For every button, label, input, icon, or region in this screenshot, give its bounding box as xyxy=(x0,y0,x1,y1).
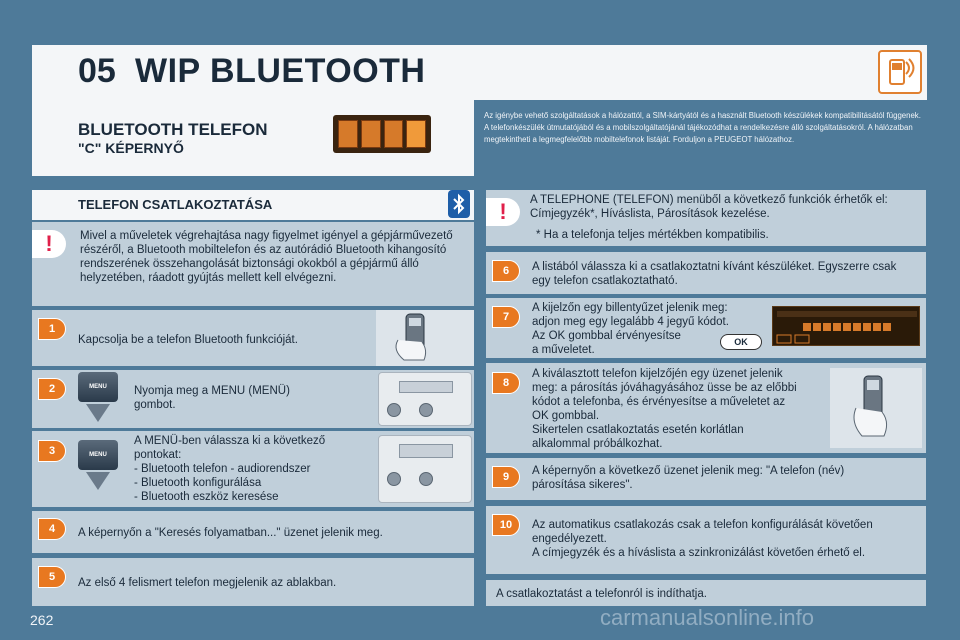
hand-phone-image xyxy=(376,310,474,366)
note-2: A telefonkészülék útmutatójából és a mobilszolgáltatójánál tájékozódhat a rendelkezésre álló szolgáltatásokról. A hálózatban megtekintheti a legmegfelelőbb mobiltelefonok listáját. Forduljon a PEUGEOT hálózathoz. xyxy=(484,123,913,144)
step-number-9: 9 xyxy=(492,466,520,488)
warning-badge: ! xyxy=(486,198,520,226)
step-text-9: A képernyőn a következő üzenet jelenik meg: "A telefon (név) párosítása sikeres". xyxy=(532,465,845,491)
subheader-title: BLUETOOTH TELEFON xyxy=(78,120,268,139)
display-screen-image xyxy=(333,115,431,153)
step-number-1: 1 xyxy=(38,318,66,340)
step-text-2: Nyomja meg a MENU (MENÜ) gombot. xyxy=(134,385,290,411)
step-number-5: 5 xyxy=(38,566,66,588)
arrow-down-icon xyxy=(86,404,110,422)
warning-badge: ! xyxy=(32,230,66,258)
keypad-screen-image xyxy=(772,306,920,346)
notes-block xyxy=(484,110,924,146)
warning-text-left: Mivel a műveletek végrehajtása nagy figyelmet igényel a gépjárművezető részéről, a Bluetooth mobiltelefon és az autórádió Bluetooth kihangosító rendszerének összehangolását biztonsági okokból a gépjármű álló helyzetében, ráadott gyújtás mellett kell elvégezni. xyxy=(80,230,453,284)
subheader-screen: "C" KÉPERNYŐ xyxy=(78,140,184,156)
step-number-2: 2 xyxy=(38,378,66,400)
step-text-6: A listából válassza ki a csatlakoztatni kívánt készüléket. Egyszerre csak egy telefon csatlakoztatható. xyxy=(532,261,897,287)
arrow-down-icon xyxy=(86,472,110,490)
section-title: TELEFON CSATLAKOZTATÁSA xyxy=(78,197,273,212)
step-number-7: 7 xyxy=(492,306,520,328)
step-number-3: 3 xyxy=(38,440,66,462)
phone-bluetooth-icon xyxy=(878,50,922,94)
chapter-number: 05 xyxy=(78,52,116,90)
header-divider xyxy=(32,90,927,110)
step-text-5: Az első 4 felismert telefon megjelenik az ablakban. xyxy=(78,577,337,589)
watermark: carmanualsonline.info xyxy=(600,605,815,630)
step-number-8: 8 xyxy=(492,372,520,394)
step-text-1: Kapcsolja be a telefon Bluetooth funkcióját. xyxy=(78,334,298,346)
bluetooth-icon xyxy=(448,190,470,218)
footer-text: A csatlakoztatást a telefonról is indíthatja. xyxy=(496,588,707,600)
page-number: 262 xyxy=(30,612,54,628)
menu-button-image: MENU xyxy=(78,440,118,470)
step-text-3: A MENÜ-ben válassza ki a következő pontokat: - Bluetooth telefon - audiorendszer - Bluetooth konfigurálása - Bluetooth eszköz keresése xyxy=(134,435,326,503)
warning-text-right: A TELEPHONE (TELEFON) menüből a következő funkciók érhetők el: Címjegyzék*, Híváslista, Párosítások kezelése. xyxy=(530,194,888,220)
radio-unit-image xyxy=(378,435,472,503)
step-text-8: A kiválasztott telefon kijelzőjén egy üzenet jelenik meg: a párosítás jóváhagyásához üsse be az előbbi kódot a telefonba, és érvényesítse a műveletet az OK gombbal. Sikertelen csatlakoztatás esetén korlátlan alkalommal próbálkozhat. xyxy=(532,368,797,450)
radio-unit-image xyxy=(378,372,472,426)
warning-footnote: * Ha a telefonja teljes mértékben kompatibilis. xyxy=(536,229,769,241)
step-number-4: 4 xyxy=(38,518,66,540)
note-1: Az igénybe vehető szolgáltatások a hálózattól, a SIM-kártyától és a használt Bluetooth készülékek kompatibilitásától függenek. xyxy=(484,111,921,120)
step-text-7: A kijelzőn egy billentyűzet jelenik meg: adjon meg egy legalább 4 jegyű kódot. Az OK gombbal érvényesítse a műveletet. xyxy=(532,302,729,356)
ok-button-image: OK xyxy=(720,334,762,350)
step-text-4: A képernyőn a "Keresés folyamatban..." üzenet jelenik meg. xyxy=(78,527,383,539)
hand-phone-image xyxy=(830,368,922,448)
menu-button-image: MENU xyxy=(78,372,118,402)
page-title: WIP BLUETOOTH xyxy=(135,52,426,90)
step-number-10: 10 xyxy=(492,514,520,536)
step-number-6: 6 xyxy=(492,260,520,282)
step-text-10: Az automatikus csatlakozás csak a telefon konfigurálását követően engedélyezett. A címjegyzék és a híváslista a szinkronizálást követően érhető el. xyxy=(532,519,873,559)
